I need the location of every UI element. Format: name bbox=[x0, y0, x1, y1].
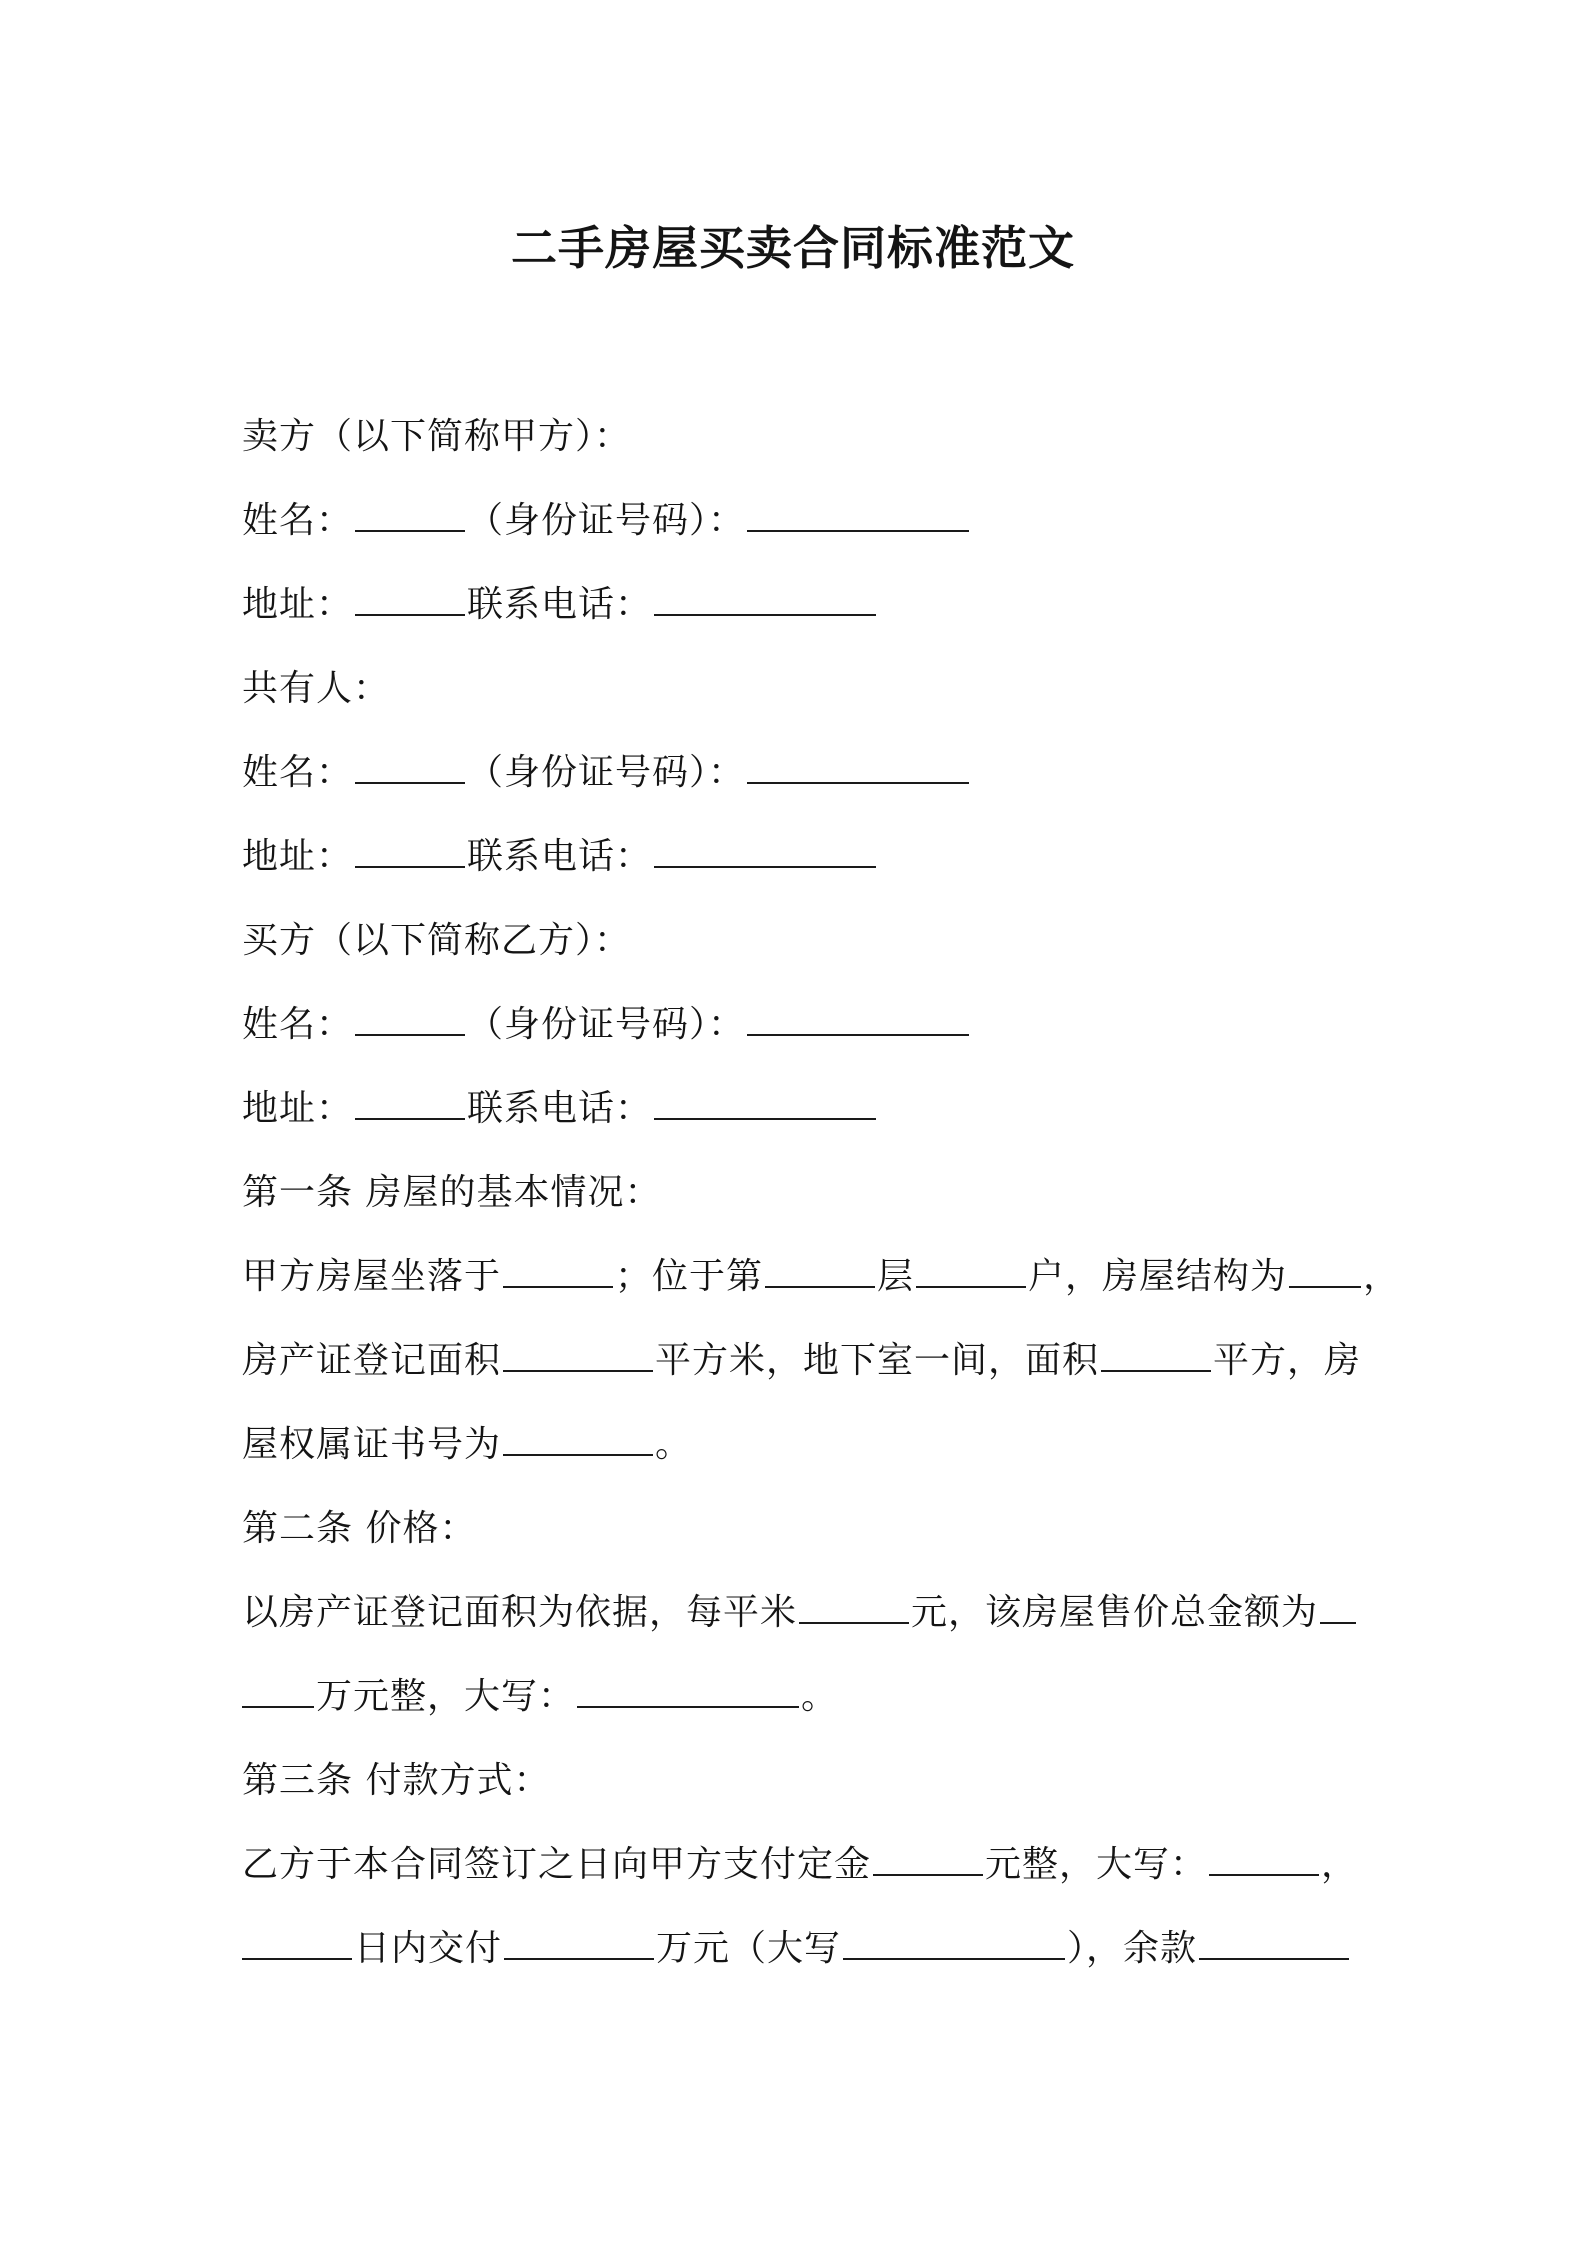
article1-text: 屋权属证书号为 bbox=[242, 1424, 502, 1465]
phone-label: 联系电话： bbox=[467, 1088, 653, 1129]
total-price-blank-end[interactable] bbox=[242, 1672, 314, 1708]
co-owner-address-line bbox=[242, 832, 1362, 882]
id-label: （身份证号码）： bbox=[467, 500, 746, 541]
article2-line2 bbox=[242, 1672, 1362, 1722]
unit-price-blank[interactable] bbox=[799, 1588, 909, 1624]
unit-blank[interactable] bbox=[916, 1252, 1026, 1288]
co-owner-address-blank[interactable] bbox=[355, 832, 465, 868]
article2-title: 第二条 价格： bbox=[242, 1508, 477, 1549]
article1-text: 。 bbox=[655, 1424, 693, 1465]
id-label: （身份证号码）： bbox=[467, 752, 746, 793]
article2-heading bbox=[242, 1504, 1362, 1554]
seller-address-blank[interactable] bbox=[355, 580, 465, 616]
article1-text: ， bbox=[1363, 1256, 1401, 1297]
buyer-address-line bbox=[242, 1084, 1362, 1134]
article3-text: 乙方于本合同签订之日向甲方支付定金 bbox=[242, 1844, 872, 1885]
seller-heading bbox=[242, 412, 1362, 462]
article1-text: 户，房屋结构为 bbox=[1028, 1256, 1288, 1297]
floor-blank[interactable] bbox=[765, 1252, 875, 1288]
location-blank[interactable] bbox=[503, 1252, 613, 1288]
buyer-address-blank[interactable] bbox=[355, 1084, 465, 1120]
article1-line2 bbox=[242, 1336, 1362, 1386]
document-title: 二手房屋买卖合同标准范文 bbox=[511, 221, 1075, 275]
name-label: 姓名： bbox=[242, 500, 354, 541]
total-price-words-blank[interactable] bbox=[577, 1672, 799, 1708]
buyer-phone-blank[interactable] bbox=[654, 1084, 876, 1120]
article1-heading bbox=[242, 1168, 1362, 1218]
buyer-label: 买方（以下简称乙方）： bbox=[242, 920, 632, 961]
seller-label: 卖方（以下简称甲方）： bbox=[242, 416, 632, 457]
article3-heading bbox=[242, 1756, 1362, 1806]
co-owner-label: 共有人： bbox=[242, 668, 391, 709]
article3-text: ， bbox=[1321, 1844, 1359, 1885]
article1-text: 房产证登记面积 bbox=[242, 1340, 502, 1381]
address-label: 地址： bbox=[242, 836, 354, 877]
payment-amount-blank[interactable] bbox=[504, 1924, 654, 1960]
buyer-id-blank[interactable] bbox=[747, 1000, 969, 1036]
structure-blank[interactable] bbox=[1289, 1252, 1361, 1288]
basement-area-blank[interactable] bbox=[1101, 1336, 1211, 1372]
co-owner-name-line bbox=[242, 748, 1362, 798]
article1-text: 平方米，地下室一间，面积 bbox=[655, 1340, 1100, 1381]
seller-name-line bbox=[242, 496, 1362, 546]
seller-name-blank[interactable] bbox=[355, 496, 465, 532]
id-label: （身份证号码）： bbox=[467, 1004, 746, 1045]
article1-text: 平方，房 bbox=[1213, 1340, 1362, 1381]
total-price-blank-start[interactable] bbox=[1320, 1588, 1356, 1624]
phone-label: 联系电话： bbox=[467, 836, 653, 877]
buyer-name-blank[interactable] bbox=[355, 1000, 465, 1036]
seller-phone-blank[interactable] bbox=[654, 580, 876, 616]
article2-text: 元，该房屋售价总金额为 bbox=[911, 1592, 1319, 1633]
article2-line1 bbox=[242, 1588, 1362, 1638]
balance-blank[interactable] bbox=[1199, 1924, 1349, 1960]
article3-text: 元整，大写： bbox=[985, 1844, 1208, 1885]
article2-text: 万元整，大写： bbox=[316, 1676, 576, 1717]
co-owner-heading bbox=[242, 664, 1362, 714]
seller-address-line bbox=[242, 580, 1362, 630]
payment-words-blank[interactable] bbox=[843, 1924, 1065, 1960]
article1-text: ；位于第 bbox=[615, 1256, 764, 1297]
article1-line3 bbox=[242, 1420, 1362, 1470]
area-blank[interactable] bbox=[503, 1336, 653, 1372]
article3-text: ），余款 bbox=[1067, 1928, 1198, 1969]
address-label: 地址： bbox=[242, 584, 354, 625]
article3-text: 万元（大写 bbox=[656, 1928, 842, 1969]
deposit-blank[interactable] bbox=[873, 1840, 983, 1876]
co-owner-name-blank[interactable] bbox=[355, 748, 465, 784]
article3-line1 bbox=[242, 1840, 1362, 1890]
article1-text: 层 bbox=[877, 1256, 915, 1297]
address-label: 地址： bbox=[242, 1088, 354, 1129]
buyer-name-line bbox=[242, 1000, 1362, 1050]
name-label: 姓名： bbox=[242, 752, 354, 793]
article2-text: 。 bbox=[801, 1676, 839, 1717]
name-label: 姓名： bbox=[242, 1004, 354, 1045]
article3-title: 第三条 付款方式： bbox=[242, 1760, 551, 1801]
phone-label: 联系电话： bbox=[467, 584, 653, 625]
article1-title: 第一条 房屋的基本情况： bbox=[242, 1172, 662, 1213]
article3-text: 日内交付 bbox=[354, 1928, 503, 1969]
certificate-no-blank[interactable] bbox=[503, 1420, 653, 1456]
article1-text: 甲方房屋坐落于 bbox=[242, 1256, 502, 1297]
article3-line2 bbox=[242, 1924, 1362, 1974]
co-owner-id-blank[interactable] bbox=[747, 748, 969, 784]
co-owner-phone-blank[interactable] bbox=[654, 832, 876, 868]
buyer-heading bbox=[242, 916, 1362, 966]
deposit-words-blank[interactable] bbox=[1209, 1840, 1319, 1876]
seller-id-blank[interactable] bbox=[747, 496, 969, 532]
days-blank[interactable] bbox=[242, 1924, 352, 1960]
article2-text: 以房产证登记面积为依据，每平米 bbox=[242, 1592, 798, 1633]
article1-line1 bbox=[242, 1252, 1401, 1302]
